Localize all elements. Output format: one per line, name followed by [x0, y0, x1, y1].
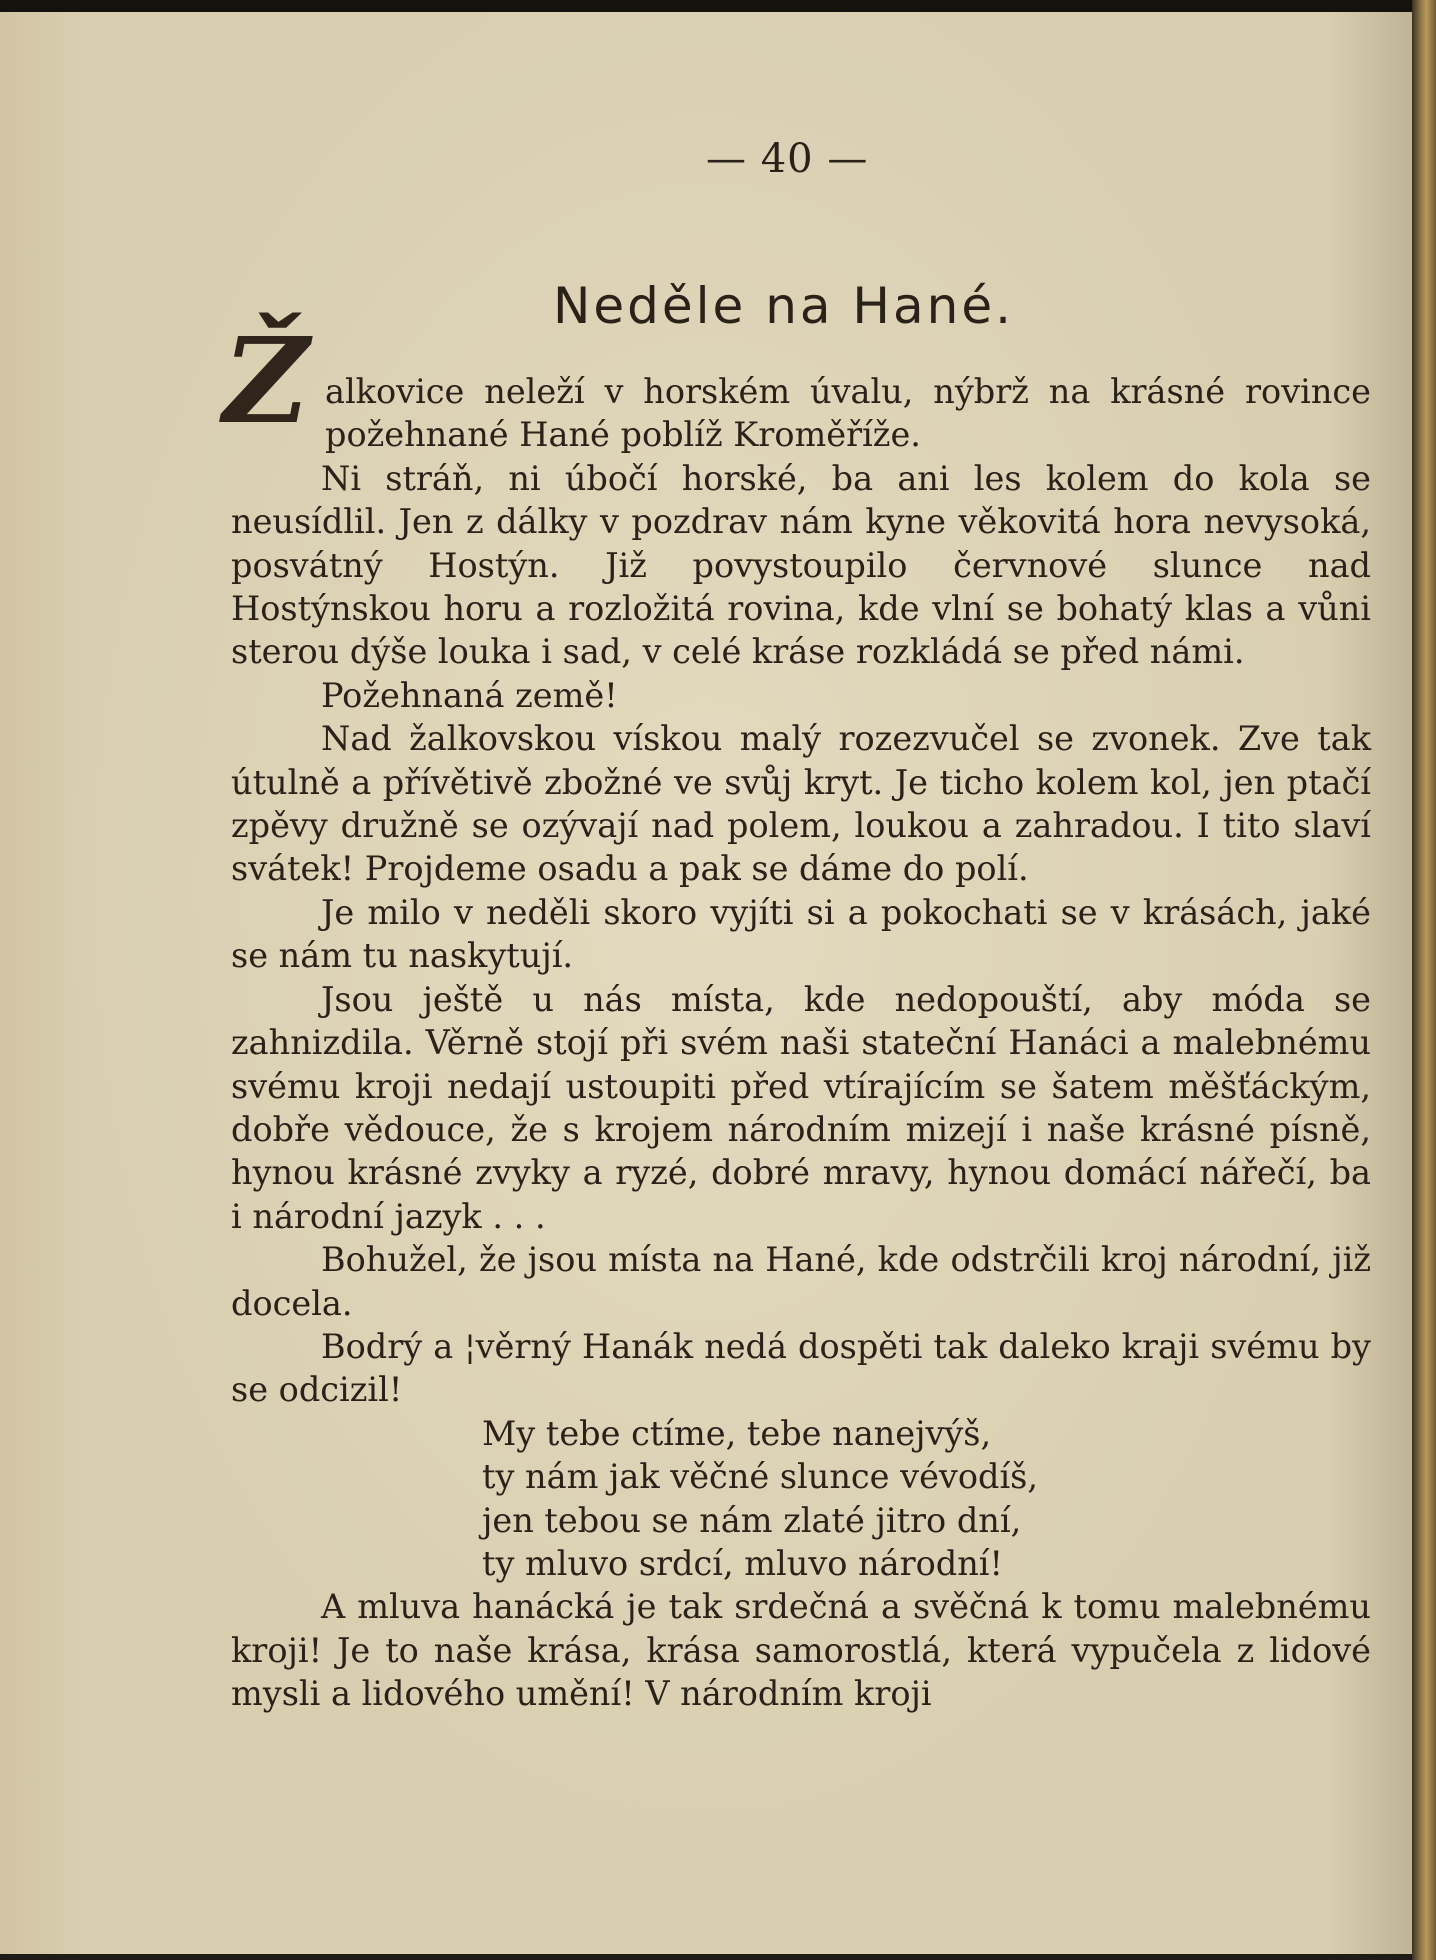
- paragraph-closing: A mluva hanácká je tak srdečná a svěčná k tomu malebnému kroji! Je to naše krása, krása samorostlá, která vypučela z lidové mysli a lidového umění! V národním kroji: [231, 1587, 1371, 1714]
- paragraph-2: Ni stráň, ni úbočí horské, ba ani les kolem do kola se neusídlil. Jen z dálky v pozdrav nám kyne věkovitá hora nevysoká, posvátný Hostýn. Již povystoupilo červnové slunce nad Hostýnskou horu a rozložitá rovina, kde vlní se bohatý klas a vůni sterou dýše louka i sad, v celé kráse rozkládá se před námi.: [231, 458, 1371, 672]
- paragraph-6: Jsou ještě u nás místa, kde nedopouští, aby móda se zahnizdila. Věrně stojí při svém naši stateční Hanáci a malebnému svému kroji nedají ustoupiti před vtírajícím se šatem měšťáckým, dobře vědouce, že s krojem národním mizejí i naše krásné písně, hynou krásné zvyky a ryzé, dobré mravy, hynou domácí nářečí, ba i národní jazyk . . .: [231, 979, 1371, 1236]
- paragraph-4: Nad žalkovskou vískou malý rozezvučel se zvonek. Zve tak útulně a přívětivě zbožné ve svůj kryt. Je ticho kolem kol, jen ptačí zpěvy družně se ozývají nad polem, loukou a zahradou. I tito slaví svátek! Projdeme osadu a pak se dáme do polí.: [231, 719, 1371, 889]
- book-spine-edge: [1412, 0, 1436, 1960]
- book-page: [0, 12, 1412, 1954]
- paragraph-1: [223, 311, 1371, 457]
- drop-cap-initial: Ž: [223, 311, 310, 450]
- poem-line-1: My tebe ctíme, tebe nanejvýš,: [482, 1413, 992, 1453]
- paragraph-5: Je milo v neděli skoro vyjíti si a pokochati se v krásách, jaké se nám tu naskytují.: [231, 892, 1371, 976]
- paragraph-7: Bohužel, že jsou místa na Hané, kde odstrčili kroj národní, již docela.: [231, 1240, 1371, 1323]
- poem-line-4: ty mluvo srdcí, mluvo národní!: [482, 1543, 1003, 1583]
- paragraph-3: Požehnaná země!: [321, 675, 618, 715]
- chapter-body: [223, 311, 1371, 1716]
- poem-line-3: jen tebou se nám zlaté jitro dní,: [482, 1500, 1022, 1540]
- poem-line-2: ty nám jak věčné slunce vévodíš,: [482, 1457, 1039, 1497]
- paragraph-8: Bodrý a ¦věrný Hanák nedá dospěti tak daleko kraji svému by se odcizil!: [231, 1326, 1371, 1410]
- chapter-title: Neděle na Hané.: [553, 277, 1015, 335]
- poem-stanza: [231, 1412, 1371, 1586]
- paragraph-1-text: alkovice neleží v horském úvalu, nýbrž na krásné rovince požehnané Hané poblíž Kroměříže.: [325, 372, 1371, 455]
- page-number: — 40 —: [706, 136, 869, 182]
